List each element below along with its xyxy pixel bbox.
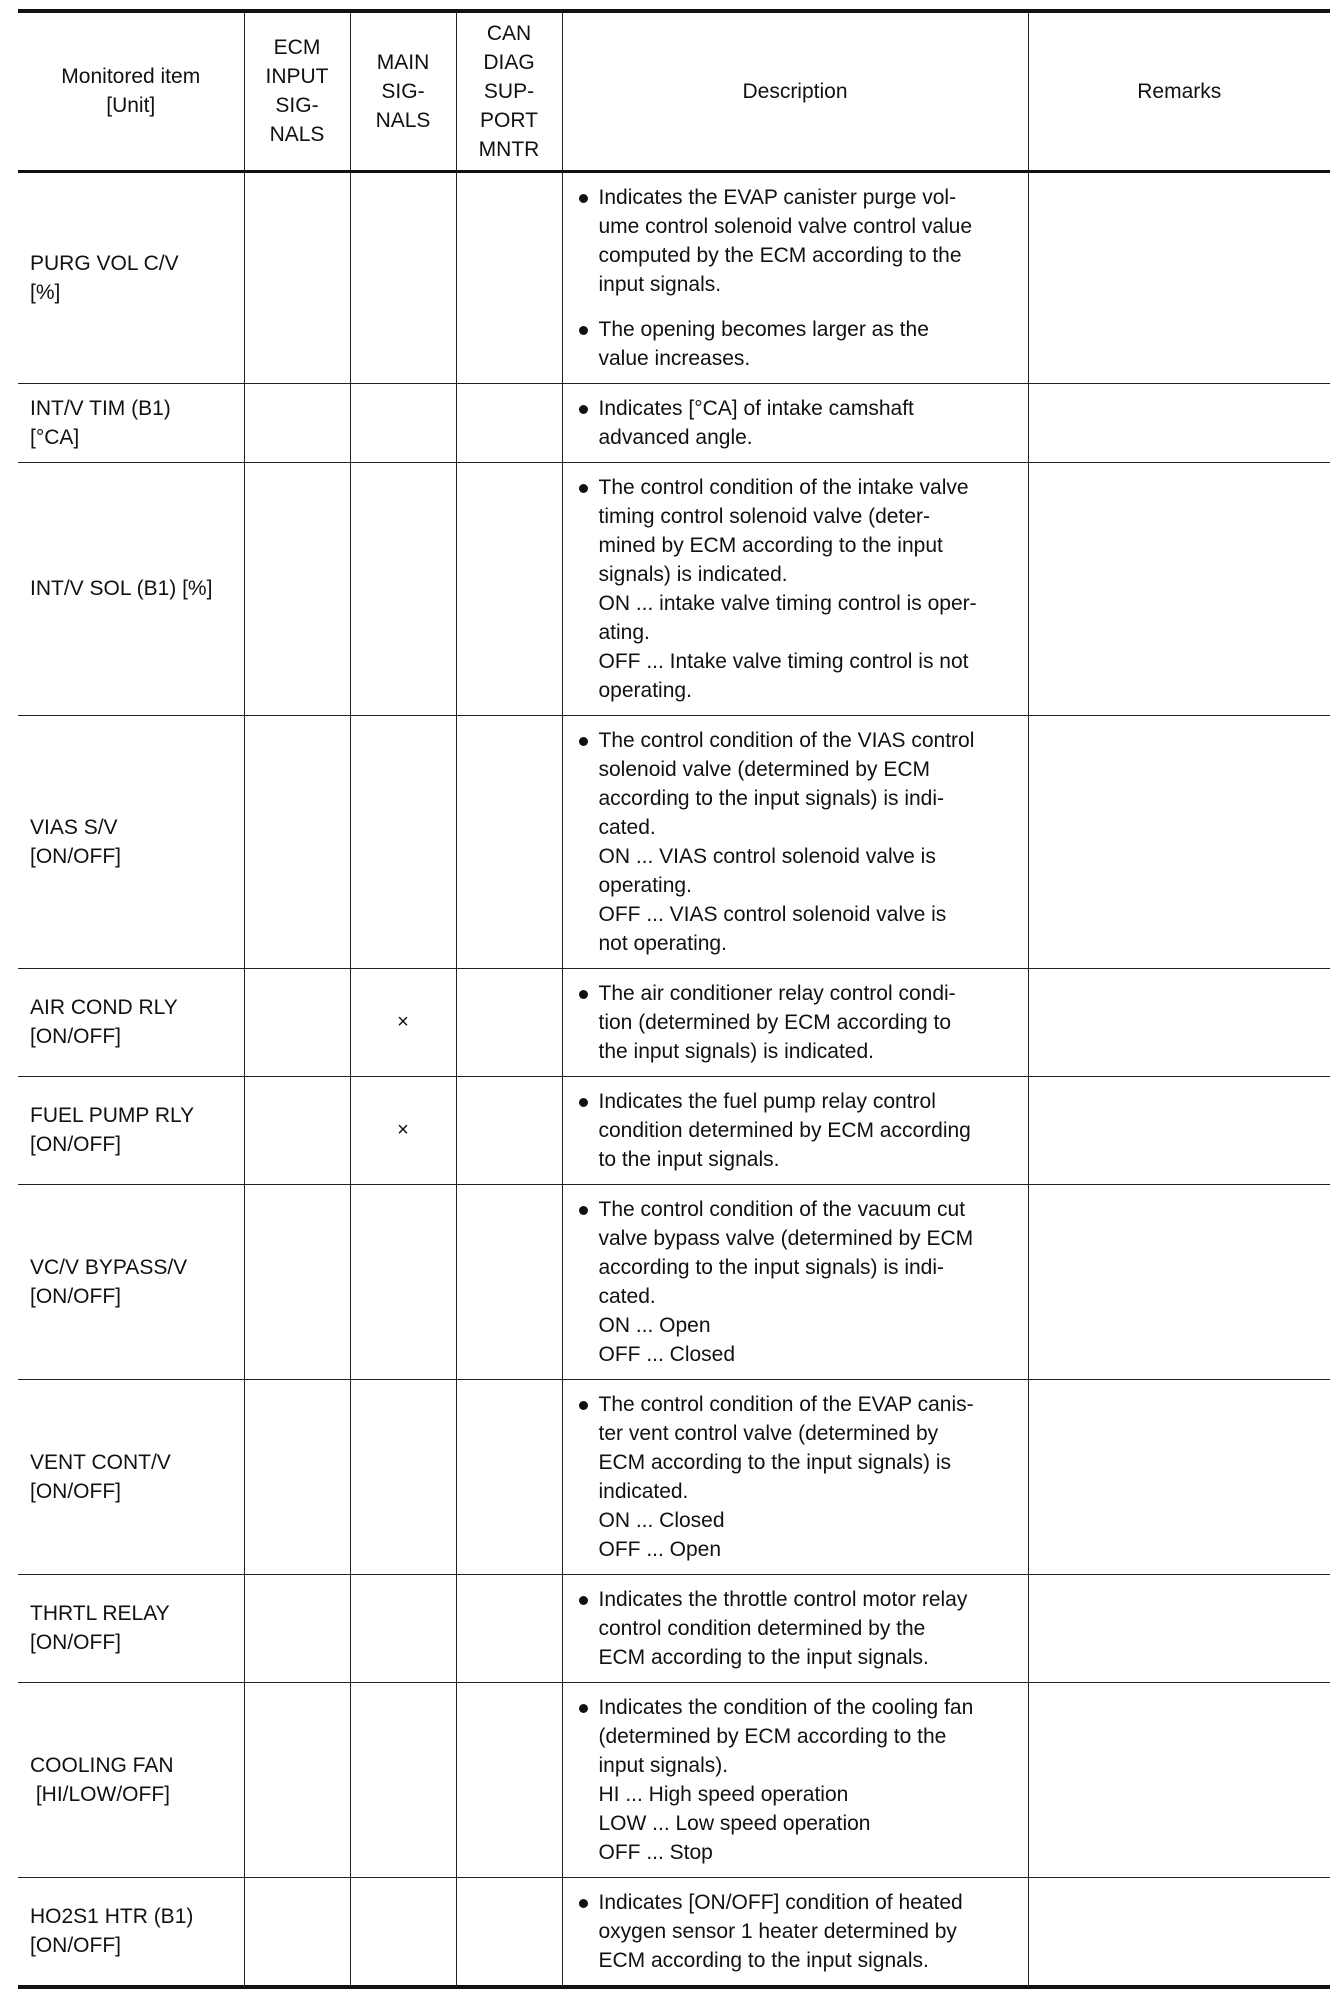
remarks-cell (1028, 171, 1330, 383)
header-line: INPUT (265, 65, 329, 89)
monitored-item-text: [HI/LOW/OFF] (30, 1782, 170, 1806)
ecm-input-cell (244, 968, 350, 1076)
description-line: cated. (598, 815, 656, 839)
main-signals-cell (350, 1574, 456, 1682)
monitored-item-text: VENT CONT/V (30, 1450, 171, 1474)
can-diag-cell (456, 1682, 562, 1877)
description-line: The air conditioner relay control condi- (598, 981, 956, 1005)
description-line: Indicates the fuel pump relay control (598, 1089, 936, 1113)
monitored-item-cell (18, 171, 244, 383)
header-monitored-item: Monitored item [Unit] (18, 11, 244, 171)
monitored-item-text: INT/V TIM (B1) (30, 396, 171, 420)
can-diag-cell (456, 715, 562, 968)
can-diag-cell (456, 1379, 562, 1574)
table-header-row (18, 11, 1330, 171)
header-line: ECM (273, 36, 321, 60)
description-line: LOW ... Low speed operation (598, 1811, 871, 1835)
description-cell (562, 1682, 1028, 1877)
description-line: tion (determined by ECM according to (598, 1010, 951, 1034)
description-line: ter vent control valve (determined by (598, 1421, 939, 1445)
monitored-item-text: VIAS S/V (30, 815, 118, 839)
description-bullet (577, 473, 1018, 705)
monitored-item-text: [ON/OFF] (30, 1934, 121, 1957)
description-line: OFF ... Intake valve timing control is not (598, 649, 969, 673)
table-row (18, 462, 1330, 715)
description-line: oxygen sensor 1 heater determined by (598, 1919, 957, 1943)
description-line: ECM according to the input signals. (598, 1948, 929, 1972)
description-line: Indicates [ON/OFF] condition of heated (598, 1890, 963, 1914)
description-line: indicated. (598, 1479, 689, 1503)
monitored-item-text: [ON/OFF] (30, 1631, 121, 1654)
description-line: (determined by ECM according to the (598, 1724, 947, 1748)
header-description: Description (562, 11, 1028, 171)
description-bullet (577, 1390, 1018, 1564)
remarks-cell (1028, 1184, 1330, 1379)
table-row (18, 968, 1330, 1076)
description-line: Indicates the condition of the cooling fan (598, 1695, 974, 1719)
header-line: MAIN (376, 50, 430, 74)
table-row (18, 1574, 1330, 1682)
header-line: DIAG (483, 50, 535, 74)
description-line: ON ... Open (598, 1313, 711, 1337)
main-signals-cell (350, 383, 456, 462)
description-bullet (577, 1087, 1018, 1174)
description-line: The opening becomes larger as the (598, 317, 929, 341)
remarks-cell (1028, 968, 1330, 1076)
description-line: Indicates the EVAP canister purge vol- (598, 185, 957, 209)
main-signals-cell: × (350, 968, 456, 1076)
main-signals-cell: × (350, 1076, 456, 1184)
monitored-item-text: FUEL PUMP RLY (30, 1104, 195, 1127)
description-cell (562, 171, 1028, 383)
description-bullet (577, 315, 1018, 373)
header-line: CAN (486, 21, 532, 45)
monitored-item-text: [°CA] (30, 425, 80, 449)
header-line: NALS (269, 123, 325, 147)
description-line: cated. (598, 1284, 656, 1308)
monitored-item-text: HO2S1 HTR (B1) (30, 1905, 194, 1928)
description-bullet (577, 183, 1018, 299)
monitored-item-text: AIR COND RLY (30, 996, 178, 1019)
monitored-item-cell (18, 1076, 244, 1184)
description-line: The control condition of the EVAP canis- (598, 1392, 974, 1416)
description-line: control condition determined by the (598, 1616, 926, 1640)
description-line: solenoid valve (determined by ECM (598, 757, 930, 781)
ecm-input-cell (244, 1574, 350, 1682)
description-line: ECM according to the input signals. (598, 1645, 929, 1669)
description-line: the input signals) is indicated. (598, 1039, 874, 1063)
description-line: OFF ... VIAS control solenoid valve is (598, 902, 947, 926)
description-bullet (577, 979, 1018, 1066)
description-line: HI ... High speed operation (598, 1782, 849, 1806)
table-row (18, 1877, 1330, 1987)
description-cell (562, 383, 1028, 462)
description-line: valve bypass valve (determined by ECM (598, 1226, 974, 1250)
main-signals-cell (350, 1379, 456, 1574)
description-line: ating. (598, 620, 650, 644)
header-line: PORT (480, 108, 538, 132)
header-line: SUP- (483, 79, 535, 103)
monitored-item-cell (18, 715, 244, 968)
header-line: SIG- (381, 79, 425, 103)
description-line: according to the input signals) is indi- (598, 1255, 945, 1279)
description-cell (562, 1877, 1028, 1987)
main-signals-cell (350, 1184, 456, 1379)
remarks-cell (1028, 1682, 1330, 1877)
description-line: ECM according to the input signals) is (598, 1450, 951, 1474)
table-row (18, 1076, 1330, 1184)
monitored-item-text: [%] (30, 280, 61, 304)
table-row (18, 1379, 1330, 1574)
description-line: not operating. (598, 931, 727, 955)
monitor-item-table (18, 9, 1330, 1989)
description-bullet (577, 394, 1018, 452)
description-line: computed by the ECM according to the (598, 243, 962, 267)
description-line: value increases. (598, 346, 751, 370)
ecm-input-cell (244, 1877, 350, 1987)
table-row (18, 1184, 1330, 1379)
ecm-input-cell (244, 715, 350, 968)
remarks-cell (1028, 462, 1330, 715)
remarks-cell (1028, 715, 1330, 968)
ecm-input-cell (244, 171, 350, 383)
monitored-item-text: VC/V BYPASS/V (30, 1255, 188, 1279)
table-row (18, 171, 1330, 383)
monitored-item-cell (18, 383, 244, 462)
monitored-item-text: [ON/OFF] (30, 1479, 121, 1503)
monitored-item-text: THRTL RELAY (30, 1602, 170, 1625)
ecm-input-cell (244, 1379, 350, 1574)
description-line: The control condition of the VIAS control (598, 728, 975, 752)
monitored-item-cell (18, 1574, 244, 1682)
monitored-item-text: [ON/OFF] (30, 1025, 121, 1048)
description-cell (562, 1184, 1028, 1379)
table-body (18, 171, 1330, 1987)
description-line: input signals). (598, 1753, 729, 1777)
monitored-item-text: PURG VOL C/V (30, 251, 179, 275)
description-bullet (577, 1693, 1018, 1867)
description-line: operating. (598, 678, 692, 702)
can-diag-cell (456, 1076, 562, 1184)
description-line: Indicates the throttle control motor relay (598, 1587, 968, 1611)
description-bullet (577, 726, 1018, 958)
header-main-signals (350, 11, 456, 171)
header-remarks: Remarks (1028, 11, 1330, 171)
main-signals-cell (350, 715, 456, 968)
remarks-cell (1028, 1379, 1330, 1574)
description-line: advanced angle. (598, 425, 753, 449)
description-bullet (577, 1888, 1018, 1975)
description-cell (562, 1379, 1028, 1574)
table-row (18, 383, 1330, 462)
monitored-item-text: COOLING FAN (30, 1753, 174, 1777)
description-line: signals) is indicated. (598, 562, 788, 586)
description-line: OFF ... Open (598, 1537, 722, 1561)
main-signals-cell (350, 462, 456, 715)
ecm-input-cell (244, 1076, 350, 1184)
monitored-item-text: INT/V SOL (B1) [%] (30, 577, 213, 600)
table-row (18, 715, 1330, 968)
can-diag-cell (456, 968, 562, 1076)
description-bullet (577, 1585, 1018, 1672)
table-row (18, 1682, 1330, 1877)
description-cell (562, 1574, 1028, 1682)
description-line: timing control solenoid valve (deter- (598, 504, 930, 528)
can-diag-cell (456, 462, 562, 715)
description-line: input signals. (598, 272, 722, 296)
description-cell (562, 715, 1028, 968)
description-cell (562, 968, 1028, 1076)
monitored-item-cell (18, 1877, 244, 1987)
remarks-cell (1028, 1877, 1330, 1987)
remarks-cell (1028, 1076, 1330, 1184)
main-signals-cell (350, 171, 456, 383)
description-bullet (577, 1195, 1018, 1369)
ecm-input-cell (244, 1682, 350, 1877)
description-line: Indicates [°CA] of intake camshaft (598, 396, 914, 420)
description-line: The control condition of the intake valve (598, 475, 969, 499)
monitored-item-cell (18, 1682, 244, 1877)
monitored-item-text: [ON/OFF] (30, 844, 121, 868)
header-line: NALS (375, 108, 431, 132)
monitored-item-cell (18, 1379, 244, 1574)
can-diag-cell (456, 171, 562, 383)
description-line: ume control solenoid valve control value (598, 214, 973, 238)
monitored-item-cell (18, 462, 244, 715)
can-diag-cell (456, 1184, 562, 1379)
description-line: ON ... VIAS control solenoid valve is (598, 844, 936, 868)
monitored-item-text: [ON/OFF] (30, 1133, 121, 1156)
description-line: to the input signals. (598, 1147, 780, 1171)
main-signals-cell (350, 1682, 456, 1877)
description-line: ON ... intake valve timing control is oper- (598, 591, 977, 615)
main-signals-cell (350, 1877, 456, 1987)
description-line: according to the input signals) is indi- (598, 786, 945, 810)
description-line: mined by ECM according to the input (598, 533, 943, 557)
monitored-item-text: [ON/OFF] (30, 1284, 121, 1308)
monitored-item-cell (18, 1184, 244, 1379)
can-diag-cell (456, 1574, 562, 1682)
description-line: condition determined by ECM according (598, 1118, 971, 1142)
ecm-input-cell (244, 462, 350, 715)
description-cell (562, 1076, 1028, 1184)
monitored-item-cell (18, 968, 244, 1076)
description-line: ON ... Closed (598, 1508, 725, 1532)
bullet-spacer (577, 303, 1018, 311)
header-line: SIG- (275, 94, 319, 118)
header-line: MNTR (478, 137, 540, 161)
remarks-cell (1028, 1574, 1330, 1682)
can-diag-cell (456, 1877, 562, 1987)
description-line: OFF ... Stop (598, 1840, 713, 1864)
description-cell (562, 462, 1028, 715)
can-diag-cell (456, 383, 562, 462)
description-line: The control condition of the vacuum cut (598, 1197, 966, 1221)
description-line: operating. (598, 873, 692, 897)
description-line: OFF ... Closed (598, 1342, 736, 1366)
header-can-diag-support-mntr (456, 11, 562, 171)
ecm-input-cell (244, 1184, 350, 1379)
remarks-cell (1028, 383, 1330, 462)
header-ecm-input-signals (244, 11, 350, 171)
ecm-input-cell (244, 383, 350, 462)
